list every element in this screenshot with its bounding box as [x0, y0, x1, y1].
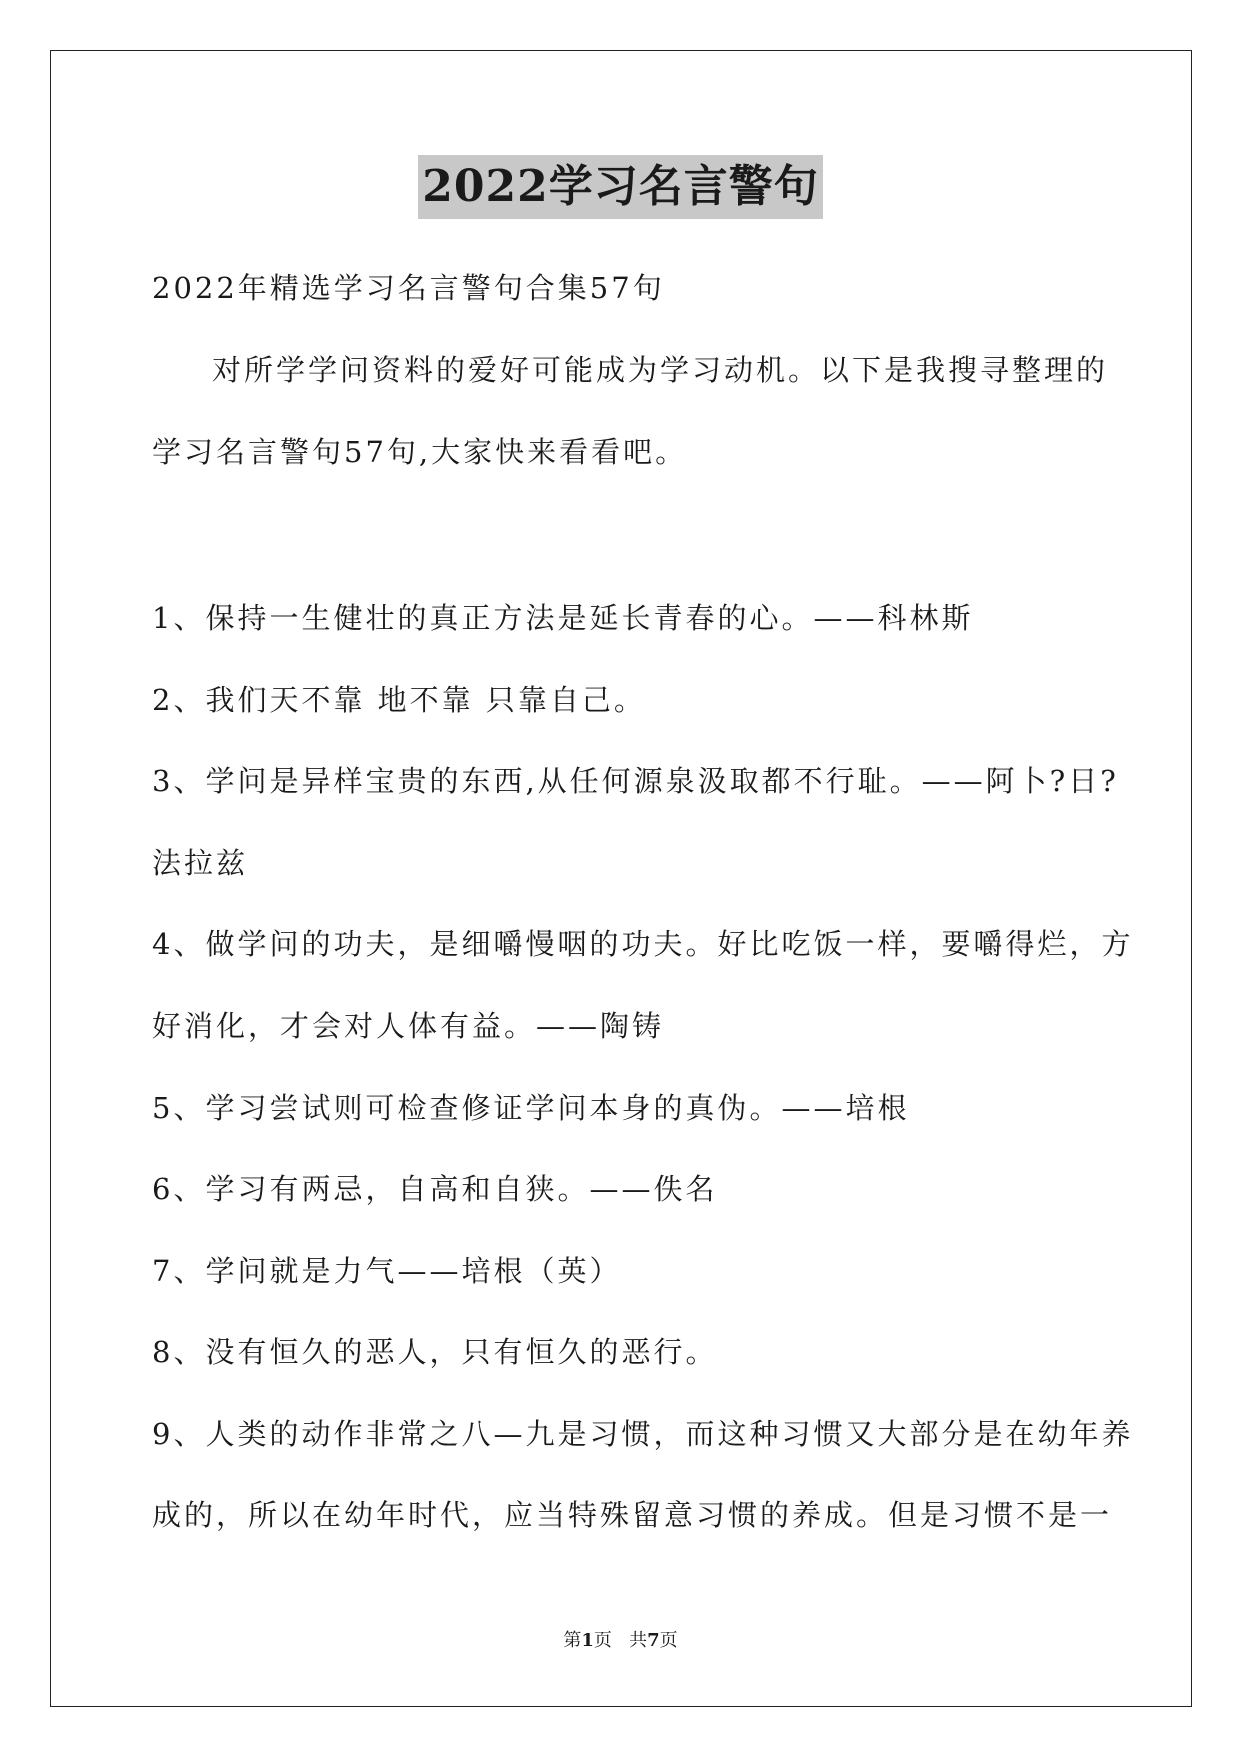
quote-line: 好消化，才会对人体有益。——陶铸 [152, 1009, 665, 1043]
footer-suffix: 页 [659, 1630, 678, 1651]
quote-line: 成的，所以在幼年时代，应当特殊留意习惯的养成。但是习惯不是一 [152, 1498, 1113, 1532]
quote-line: 7、学问就是力气——培根（英） [152, 1254, 622, 1288]
quote-line: 5、学习尝试则可检查修证学问本身的真伪。——培根 [152, 1091, 910, 1125]
intro-line-2: 学习名言警句57句,大家快来看看吧。 [152, 435, 688, 469]
footer-mid: 页 共 [593, 1630, 648, 1651]
quote-line: 4、做学问的功夫，是细嚼慢咽的功夫。好比吃饭一样，要嚼得烂，方 [152, 927, 1134, 961]
quote-line: 法拉兹 [152, 846, 249, 880]
quote-line: 9、人类的动作非常之八—九是习惯，而这种习惯又大部分是在幼年养 [152, 1417, 1134, 1451]
title-wrap [0, 155, 1241, 219]
document-title: 2022学习名言警句 [418, 155, 822, 219]
quote-line: 6、学习有两忌，自高和自狭。——佚名 [152, 1172, 718, 1206]
page-footer [0, 1629, 1241, 1653]
footer-page-current: 1 [581, 1630, 594, 1651]
footer-page-total: 7 [647, 1630, 660, 1651]
footer-prefix: 第 [563, 1630, 582, 1651]
quote-line: 3、学问是异样宝贵的东西,从任何源泉汲取都不行耻。——阿卜?日? [152, 764, 1119, 798]
subtitle: 2022年精选学习名言警句合集57句 [152, 271, 665, 305]
quote-line: 2、我们天不靠 地不靠 只靠自己。 [152, 683, 646, 717]
intro-line-1: 对所学学问资料的爱好可能成为学习动机。以下是我搜寻整理的 [212, 353, 1109, 387]
quote-line: 8、没有恒久的恶人，只有恒久的恶行。 [152, 1335, 718, 1369]
quote-line: 1、保持一生健壮的真正方法是延长青春的心。——科林斯 [152, 601, 974, 635]
